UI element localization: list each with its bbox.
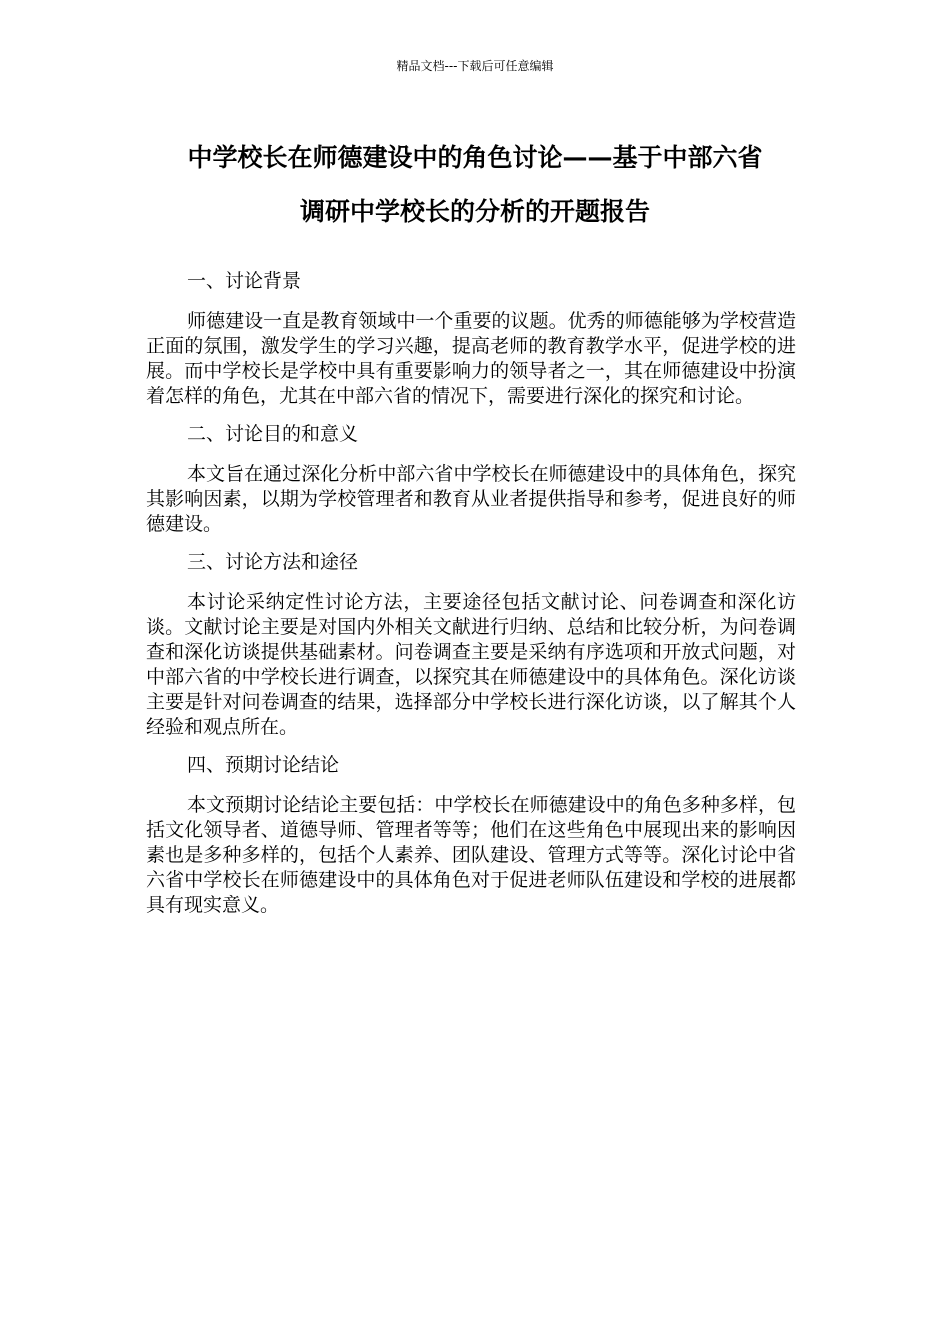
section-expected-conclusions bbox=[146, 752, 796, 918]
section-paragraph: 本讨论采纳定性讨论方法，主要途径包括文献讨论、问卷调查和深化访谈。文献讨论主要是对国内外相关文献进行归纳、总结和比较分析，为问卷调查和深化访谈提供基础素材。问卷调查主要是采纳有序选项和开放式问题，对中部六省的中学校长进行调查，以探究其在师德建设中的具体角色。深化访谈主要是针对问卷调查的结果，选择部分中学校长进行深化访谈，以了解其个人经验和观点所在。 bbox=[146, 591, 796, 738]
document-title-line-1: 中学校长在师德建设中的角色讨论——基于中部六省 bbox=[187, 143, 763, 172]
section-heading: 四、预期讨论结论 bbox=[187, 754, 340, 776]
section-heading: 二、讨论目的和意义 bbox=[187, 423, 359, 445]
section-heading: 一、讨论背景 bbox=[187, 270, 302, 292]
section-paragraph: 本文预期讨论结论主要包括：中学校长在师德建设中的角色多种多样，包括文化领导者、道德导师、管理者等等；他们在这些角色中展现出来的影响因素也是多种多样的，包括个人素养、团队建设、管理方式等等。深化讨论中省六省中学校长在师德建设中的具体角色对于促进老师队伍建设和学校的进展都具有现实意义。 bbox=[146, 794, 796, 916]
section-heading: 三、讨论方法和途径 bbox=[187, 551, 359, 573]
section-methods bbox=[146, 549, 796, 740]
document-body bbox=[146, 268, 796, 930]
header-note: 精品文档---下载后可任意编辑 bbox=[396, 59, 554, 73]
document-title-line-2: 调研中学校长的分析的开题报告 bbox=[299, 197, 650, 226]
section-background bbox=[146, 268, 796, 409]
section-paragraph: 本文旨在通过深化分析中部六省中学校长在师德建设中的具体角色，探究其影响因素，以期为学校管理者和教育从业者提供指导和参考，促进良好的师德建设。 bbox=[146, 463, 796, 535]
section-purpose bbox=[146, 421, 796, 537]
section-paragraph: 师德建设一直是教育领域中一个重要的议题。优秀的师德能够为学校营造正面的氛围，激发学生的学习兴趣，提高老师的教育教学水平，促进学校的进展。而中学校长是学校中具有重要影响力的领导者之一，其在师德建设中扮演着怎样的角色，尤其在中部六省的情况下，需要进行深化的探究和讨论。 bbox=[146, 310, 796, 407]
